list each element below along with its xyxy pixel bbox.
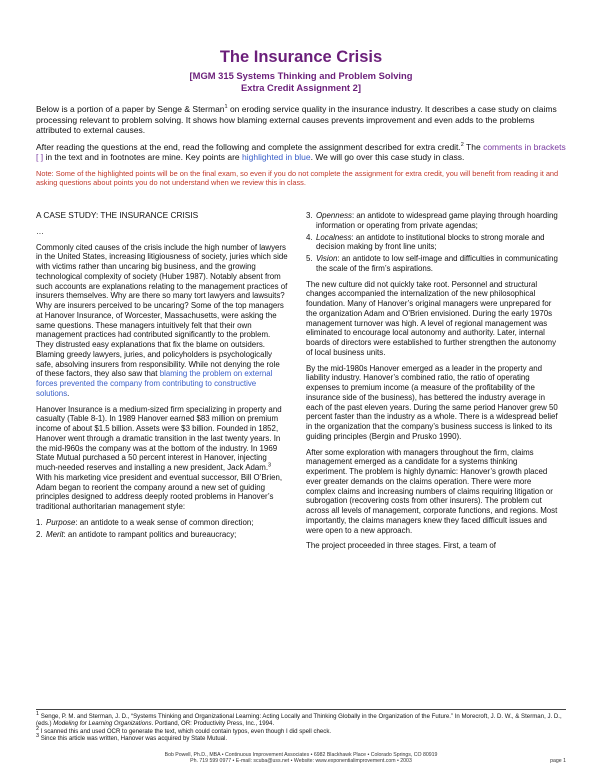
footer-contact-line: Bob Powell, Ph.D., MBA • Continuous Improvement Associates • 6982 Blackhawk Place • Colorado Springs, CO 80919 [164, 752, 438, 758]
highlight-note: highlighted in blue [242, 152, 311, 162]
body-paragraph: By the mid-1980s Hanover emerged as a leader in the property and liability industry. Hanover’s combined ratio, the ratio of operating expenses to premium income (a measure of the profitability of the insurance side of the business), has bettered the industry average in each of the past eleven years. During the same period Hanover grew 50 percent faster than the industry as a whole. There is a widespread belief in the organization that the company’s business success is linked to its guiding principles (Bergin and Prusko 1990). [306, 363, 558, 441]
footnote-ref-1: 1 [224, 104, 228, 111]
key-point-highlight: blaming the problem on external forces prevented the company from contributing to constructive solutions [36, 369, 273, 398]
page-number: page 1 [550, 758, 566, 765]
footnote-ref-3: 3 [268, 462, 272, 469]
left-column [36, 211, 288, 545]
page-title: The Insurance Crisis [219, 48, 383, 66]
case-study-heading: A CASE STUDY: THE INSURANCE CRISIS [36, 210, 199, 220]
subtitle-line-2: Extra Credit Assignment 2] [241, 81, 361, 93]
page-subtitle [36, 70, 566, 93]
body-paragraph: Commonly cited causes of the crisis include the high number of lawyers in the United States, increasing litigiousness of society, juries which side with victims rather than uncaring big business, and the growing technological complexity of society (Huber 1987). Notably absent from such accounts are explanations relating to the management practices of insurers themselves. Why are there so many tort lawyers and lawsuits? Why are insurers perceived to be uncaring? Some of the top managers at Hanover Insurance, of Worcester, Massachusetts, were asking the same questions. These managers intuitively felt that their own management practices had contributed significantly to the problem. They distrusted easy explanations that fix the blame on outsiders. Blaming greedy lawyers, juries, and policyholders is psychologically safe, absolving insurers from responsibility. While not denying the role of these factors, they also saw that blaming the problem on external forces prevented the company from contributing to constructive solutions. [36, 242, 288, 398]
list-item: 5. Vision: an antidote to low self-image and difficulties in communicating the scale of the firm’s aspirations. [306, 254, 558, 273]
list-item: 4. Localness: an antidote to institutional blocks to strong morale and decision making by front line units; [306, 232, 545, 252]
footnote-2: $^2$ I scanned this and used OCR to generate the text, which could contain typos, even though I did spell check. [36, 725, 332, 735]
list-item: 2. Merit: an antidote to rampant politics and bureaucracy; [36, 529, 237, 539]
intro-section [36, 104, 566, 187]
list-item: 1. Purpose: an antidote to a weak sense of common direction; [36, 517, 254, 527]
intro-paragraph-2: After reading the questions at the end, read the following and complete the assignment described for extra credit.$^2$ The comments in brackets [ ] in the text and in footnotes are mine. Key points are highlighted in blue. We will go over this case study in class. [36, 141, 566, 162]
footnotes [36, 709, 566, 743]
subtitle-line-1: [MGM 315 Systems Thinking and Problem Solving [189, 70, 413, 81]
comments-note: comments in brackets [ ] [36, 141, 566, 162]
body-paragraph: The project proceeded in three stages. First, a team of [306, 541, 496, 551]
footnote-1: $^1$ Senge, P. M. and Sterman, J. D., “Systems Thinking and Organizational Learning: Acting Locally and Thinking Globally in the Organization of the Future.” In Morecroft, J. D. W., & Sterman, J. D., (eds.) Modeling for Learning Organizations. Portland, OR: Productivity Press, Inc., 1994. [36, 710, 562, 728]
body-paragraph: Hanover Insurance is a medium-sized firm specializing in property and casualty (Table 8-1). In 1989 Hanover earned $83 million on premium income of about $1.5 billion. Assets were $3 billion. Founded in 1852, Hanover went through a dramatic transition in the last twenty years. In the mid-l960s the company was at the bottom of the industry. In 1969 State Mutual purchased a 50 percent interest in Hanover, injecting much-needed reserves and installing a new president, Jack Adam.$^3$ With his marketing vice president and eventual successor, Bill O’Brien, Adam began to reorient the company around a new set of guiding principles designed to address deeply rooted problems in Hanover’s traditional authoritarian management style: [36, 404, 283, 511]
intro-paragraph-1: Below is a portion of a paper by Senge & Sterman$^1$ on eroding service quality in the insurance industry. It describes a case study on claims processing relevant to problem solving. It shows how blaming external causes prevents improvement and even adds to the problems attributed to external causes. [36, 104, 557, 135]
list-item: 3. Openness: an antidote to widespread game playing through hoarding information or operating from private agendas; [306, 211, 558, 230]
exam-note: Note: Some of the highlighted points will be on the final exam, so even if you do not complete the assignment for extra credit, you will benefit from reading it and asking questions about points you do not understand when we review this in class. [36, 168, 559, 187]
right-column [306, 211, 558, 557]
principles-list [36, 518, 288, 540]
footnote-ref-2: 2 [460, 141, 464, 148]
page-footer [36, 752, 566, 765]
body-paragraph: The new culture did not quickly take root. Personnel and structural changes accompanied the internalization of the new philosophical foundation. Many of Hanover’s original managers were unprepared for the organization Adam and O’Brien envisioned. During the early 1970s management turnover was high. A level of regional management was eliminated to encourage local autonomy and authority. Later, internal boards of directors were established to further strengthen the autonomy of local business units. [306, 279, 557, 357]
principles-list-continued [306, 211, 558, 274]
document-page [36, 48, 566, 551]
footnote-3: $^3$ Since this article was written, Hanover was acquired by State Mutual. [36, 733, 228, 743]
footer-web-line: Ph. 719 599 0977 • E-mail: scuba@uss.net • Website: www.exponentialimprovement.com • 2003 [190, 758, 412, 765]
body-paragraph: After some exploration with managers throughout the firm, claims management emerged as a candidate for a systems thinking experiment. The problem is highly dynamic: Hanover’s growth placed ever greater demands on the claims operation. There were more complex claims and increasing numbers of claims requiring litigation or subrogation (recovering costs from other insurers). The problem cut across all levels of management, corporate functions, and regions. Most importantly, the claims managers knew they faced difficult issues and were open to a new approach. [306, 447, 558, 535]
ellipsis: … [36, 226, 44, 236]
